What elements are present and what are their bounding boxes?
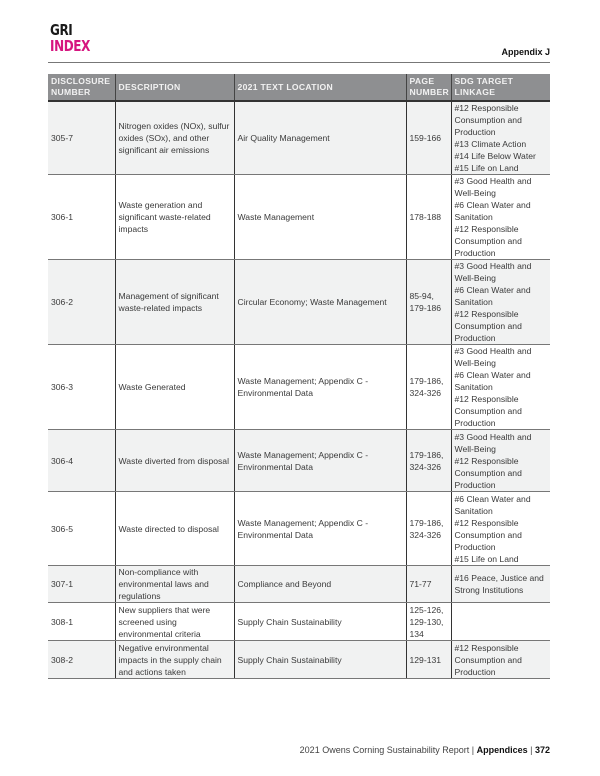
sdg-linkage: #3 Good Health and Well-Being #6 Clean Water and Sanitation #12 Responsible Consumption and Production bbox=[451, 260, 550, 345]
disclosure-number: 308-1 bbox=[48, 603, 115, 641]
page-number-cell: 125-126, 129-130, 134 bbox=[406, 603, 451, 641]
text-location: Waste Management bbox=[234, 175, 406, 260]
disclosure-number: 308-2 bbox=[48, 641, 115, 679]
page-number-cell: 129-131 bbox=[406, 641, 451, 679]
description: New suppliers that were screened using environmental criteria bbox=[115, 603, 234, 641]
title-line-2: INDEX bbox=[50, 37, 90, 55]
page-number-cell: 71-77 bbox=[406, 566, 451, 603]
sdg-linkage: #16 Peace, Justice and Strong Institutions bbox=[451, 566, 550, 603]
gri-index-title bbox=[50, 22, 90, 54]
footer-separator: | bbox=[527, 745, 535, 755]
header-divider bbox=[48, 62, 550, 63]
text-location: Air Quality Management bbox=[234, 101, 406, 175]
text-location: Waste Management; Appendix C - Environmental Data bbox=[234, 430, 406, 492]
col-sdg: SDG TARGET LINKAGE bbox=[451, 74, 550, 101]
table-row bbox=[48, 260, 550, 345]
description: Waste Generated bbox=[115, 345, 234, 430]
page-number-cell: 85-94, 179-186 bbox=[406, 260, 451, 345]
disclosure-number: 306-4 bbox=[48, 430, 115, 492]
description: Nitrogen oxides (NOx), sulfur oxides (SOx), and other significant air emissions bbox=[115, 101, 234, 175]
sdg-linkage: #3 Good Health and Well-Being #6 Clean Water and Sanitation #12 Responsible Consumption and Production bbox=[451, 345, 550, 430]
disclosure-number: 306-5 bbox=[48, 492, 115, 566]
description: Non-compliance with environmental laws and regulations bbox=[115, 566, 234, 603]
text-location: Waste Management; Appendix C - Environmental Data bbox=[234, 492, 406, 566]
page-number-cell: 179-186, 324-326 bbox=[406, 492, 451, 566]
description: Management of significant waste-related impacts bbox=[115, 260, 234, 345]
page-number: 372 bbox=[534, 745, 550, 755]
disclosure-number: 307-1 bbox=[48, 566, 115, 603]
footer-section: Appendices bbox=[476, 745, 528, 755]
sdg-linkage: #12 Responsible Consumption and Production #13 Climate Action #14 Life Below Water #15 Life on Land bbox=[451, 101, 550, 175]
table-row bbox=[48, 430, 550, 492]
table-row bbox=[48, 345, 550, 430]
page-number-cell: 178-188 bbox=[406, 175, 451, 260]
text-location: Supply Chain Sustainability bbox=[234, 603, 406, 641]
disclosure-number: 305-7 bbox=[48, 101, 115, 175]
text-location: Circular Economy; Waste Management bbox=[234, 260, 406, 345]
gri-index-table bbox=[48, 74, 550, 679]
table-row bbox=[48, 175, 550, 260]
page-number-cell: 179-186, 324-326 bbox=[406, 345, 451, 430]
text-location: Compliance and Beyond bbox=[234, 566, 406, 603]
table-row bbox=[48, 566, 550, 603]
description: Waste generation and significant waste-related impacts bbox=[115, 175, 234, 260]
section-label: Appendix J bbox=[501, 47, 550, 57]
disclosure-number: 306-2 bbox=[48, 260, 115, 345]
page-footer bbox=[300, 745, 550, 755]
disclosure-number: 306-3 bbox=[48, 345, 115, 430]
text-location: Supply Chain Sustainability bbox=[234, 641, 406, 679]
text-location: Waste Management; Appendix C - Environmental Data bbox=[234, 345, 406, 430]
disclosure-number: 306-1 bbox=[48, 175, 115, 260]
table-header bbox=[48, 74, 550, 101]
page-number-cell: 179-186, 324-326 bbox=[406, 430, 451, 492]
table-row bbox=[48, 641, 550, 679]
description: Negative environmental impacts in the supply chain and actions taken bbox=[115, 641, 234, 679]
table-row bbox=[48, 603, 550, 641]
table-row bbox=[48, 101, 550, 175]
col-page: PAGE NUMBER bbox=[406, 74, 451, 101]
title-line-1: GRI bbox=[50, 21, 73, 39]
sdg-linkage: #3 Good Health and Well-Being #6 Clean Water and Sanitation #12 Responsible Consumption and Production bbox=[451, 175, 550, 260]
col-description: DESCRIPTION bbox=[115, 74, 234, 101]
sdg-linkage: #3 Good Health and Well-Being #12 Responsible Consumption and Production bbox=[451, 430, 550, 492]
description: Waste diverted from disposal bbox=[115, 430, 234, 492]
col-location: 2021 TEXT LOCATION bbox=[234, 74, 406, 101]
sdg-linkage: #6 Clean Water and Sanitation #12 Responsible Consumption and Production #15 Life on Land bbox=[451, 492, 550, 566]
sdg-linkage bbox=[451, 603, 550, 641]
description: Waste directed to disposal bbox=[115, 492, 234, 566]
table-row bbox=[48, 492, 550, 566]
page-number-cell: 159-166 bbox=[406, 101, 451, 175]
footer-report: 2021 Owens Corning Sustainability Report | bbox=[299, 745, 477, 755]
col-disclosure: DISCLOSURE NUMBER bbox=[48, 74, 115, 101]
sdg-linkage: #12 Responsible Consumption and Production bbox=[451, 641, 550, 679]
